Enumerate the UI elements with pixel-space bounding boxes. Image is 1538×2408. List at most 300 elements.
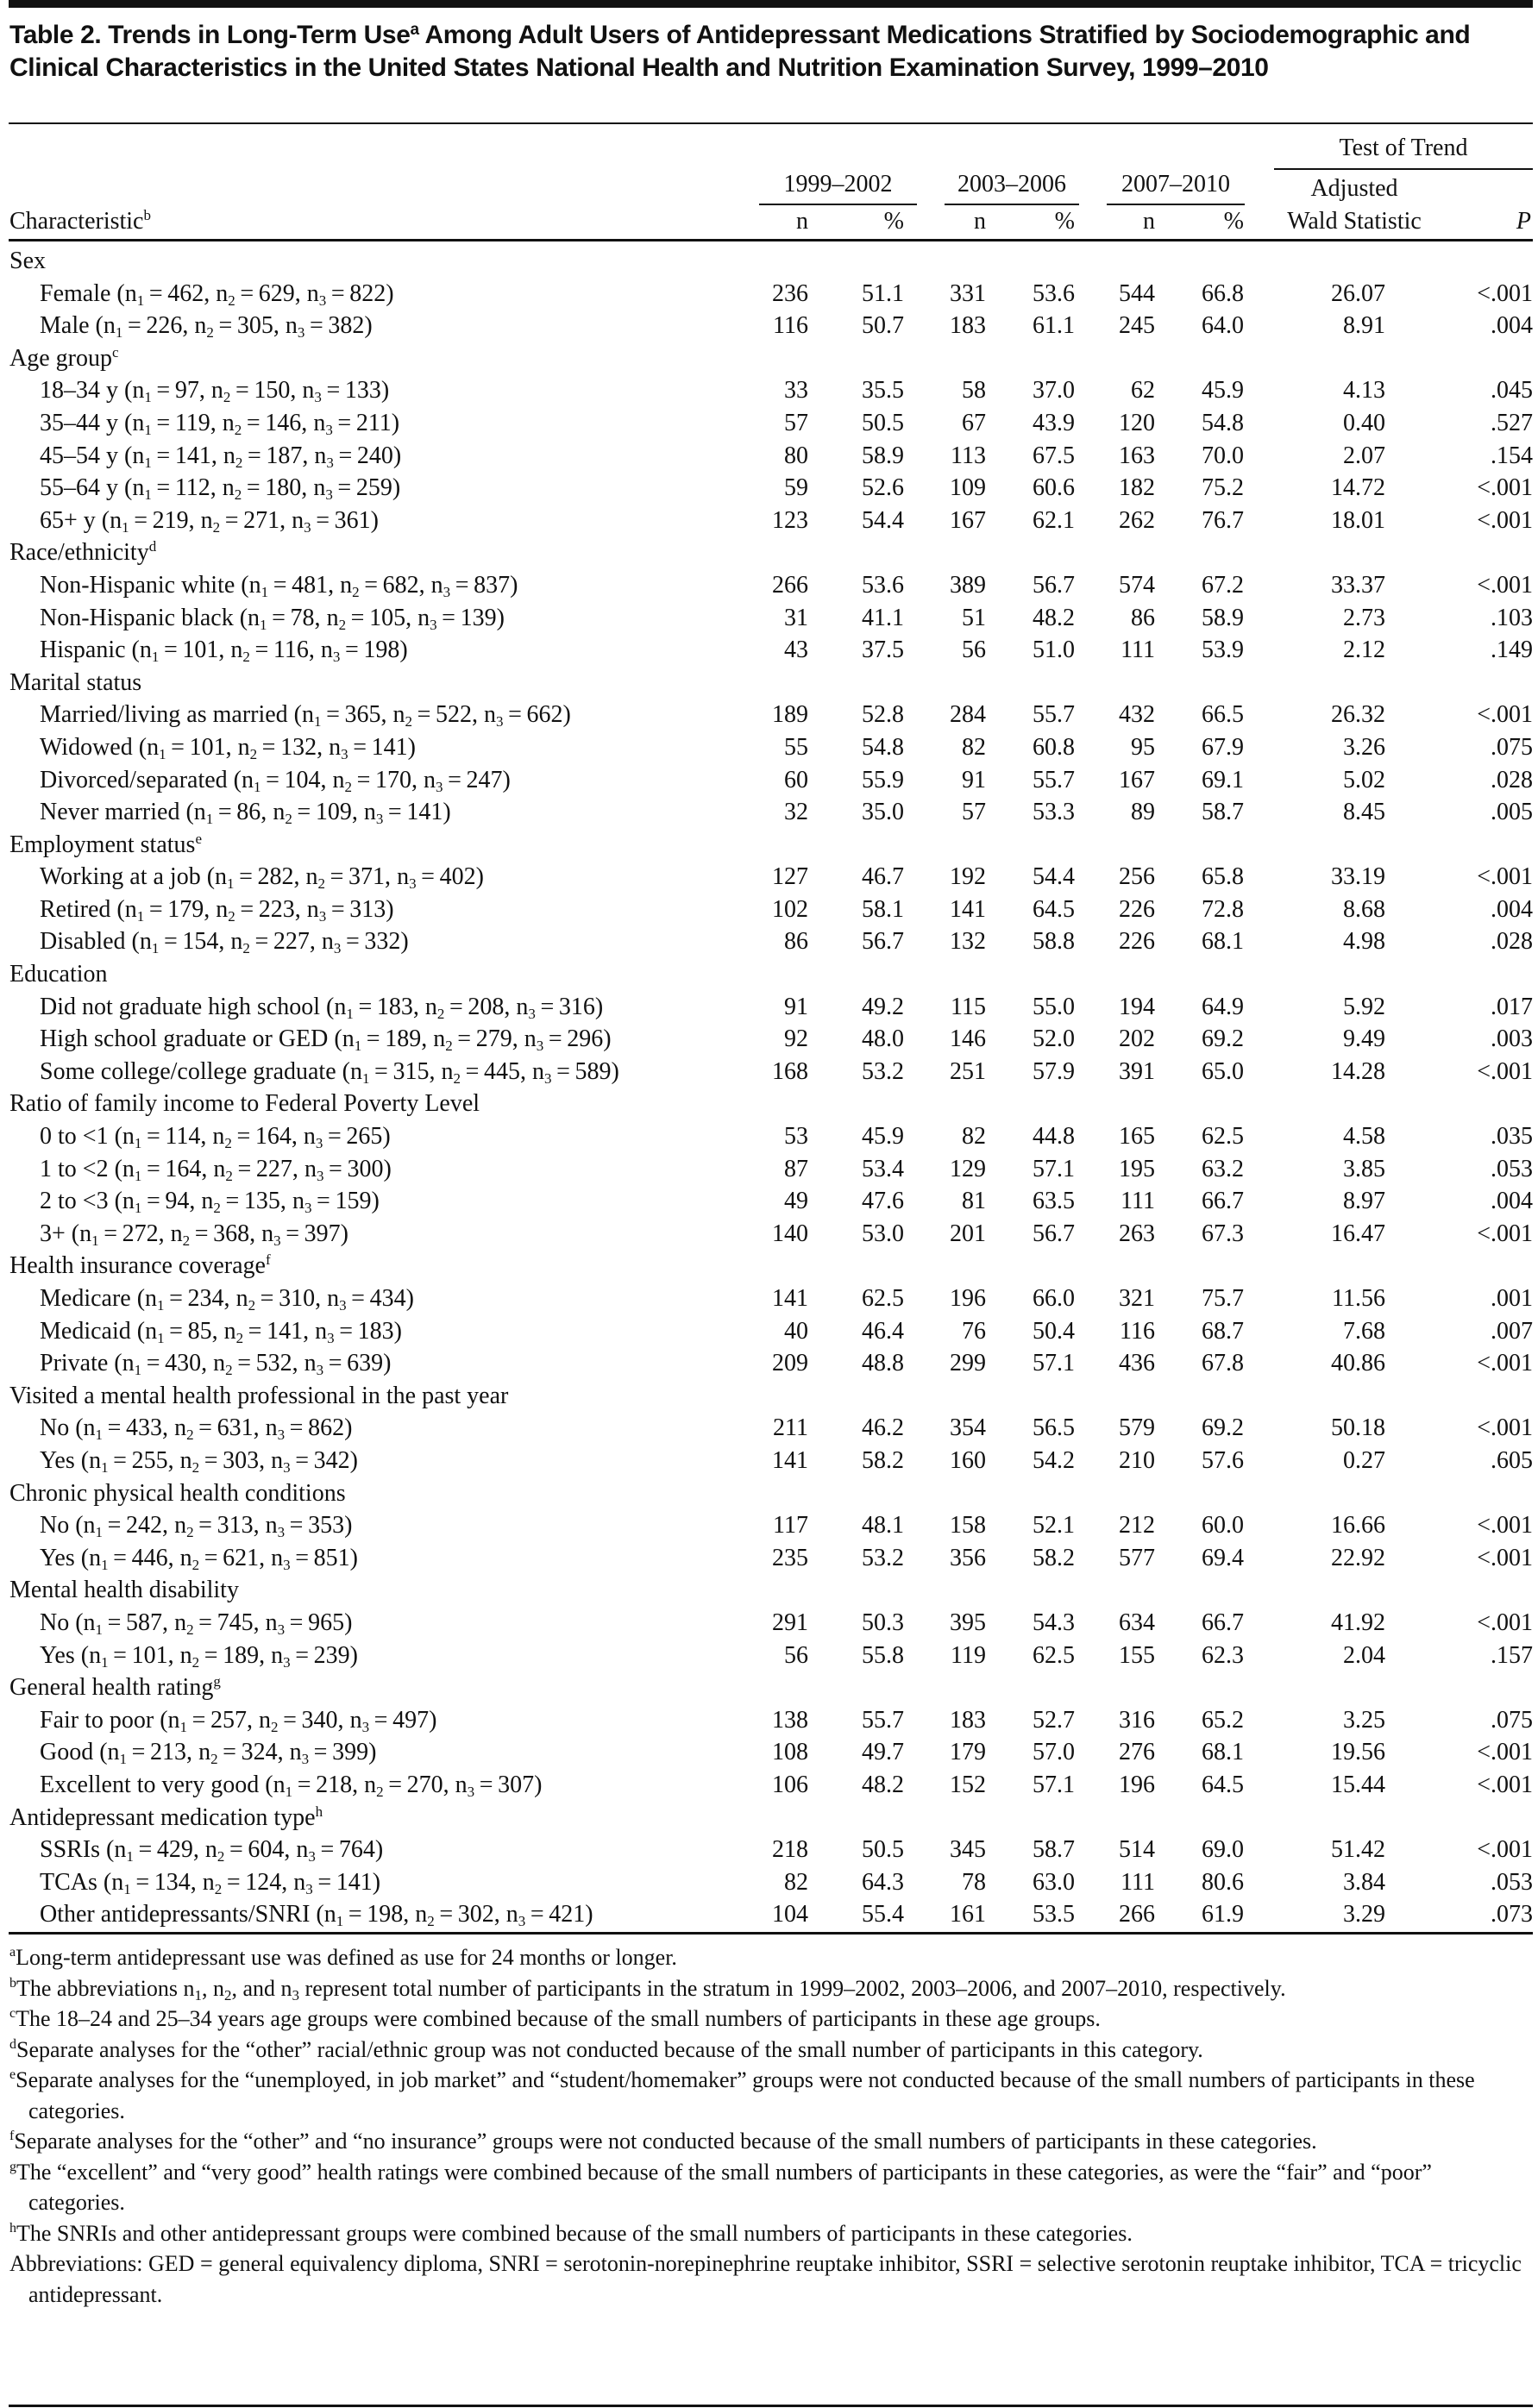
subscript: 2 bbox=[224, 1135, 232, 1152]
cell-pct-1999-2002: 58.9 bbox=[862, 442, 904, 469]
group-heading-row bbox=[0, 1671, 1538, 1704]
group-label bbox=[9, 829, 202, 862]
cell-n-2007-2010: 89 bbox=[1131, 799, 1155, 826]
cell-pct-1999-2002: 37.5 bbox=[862, 636, 904, 664]
footnote-mark: c bbox=[111, 343, 119, 361]
subscript: 2 bbox=[234, 486, 242, 504]
cell-p-value: .028 bbox=[1491, 928, 1533, 956]
row-label: Good ($n_1 = 213$, $n_2 = 324$, $n_3 = 399$) bbox=[40, 1739, 377, 1768]
cell-pct-1999-2002: 46.2 bbox=[862, 1414, 904, 1442]
subscript: 2 bbox=[352, 583, 360, 600]
cell-pct-1999-2002: 55.9 bbox=[862, 766, 904, 793]
cell-n-2003-2006: 167 bbox=[950, 506, 986, 534]
cell-pct-1999-2002: 49.7 bbox=[862, 1739, 904, 1766]
cell-pct-2003-2006: 48.2 bbox=[1033, 604, 1075, 631]
cell-wald-statistic: 2.12 bbox=[1343, 636, 1385, 664]
cell-pct-1999-2002: 56.7 bbox=[862, 928, 904, 956]
cell-wald-statistic: 7.68 bbox=[1343, 1317, 1385, 1345]
cell-n-2007-2010: 212 bbox=[1119, 1512, 1155, 1539]
cell-n-1999-2002: 43 bbox=[784, 636, 808, 664]
header-period-1: 1999–2002 bbox=[783, 171, 893, 198]
cell-wald-statistic: 3.29 bbox=[1343, 1901, 1385, 1928]
table-row bbox=[0, 1282, 1538, 1315]
header-pct-3: % bbox=[1223, 208, 1244, 235]
table-row bbox=[0, 1769, 1538, 1802]
subscript: 1 bbox=[95, 1427, 104, 1444]
table-row bbox=[0, 796, 1538, 829]
cell-pct-2003-2006: 50.4 bbox=[1033, 1317, 1075, 1345]
subscript: 1 bbox=[261, 583, 269, 600]
group-heading-row bbox=[0, 342, 1538, 375]
row-label: Yes ($n_1 = 101$, $n_2 = 189$, $n_3 = 239$) bbox=[40, 1641, 358, 1671]
cell-n-1999-2002: 209 bbox=[772, 1350, 808, 1377]
cell-p-value: .103 bbox=[1491, 604, 1533, 631]
subscript: 3 bbox=[536, 1038, 544, 1055]
subscript: 2 bbox=[210, 1751, 218, 1768]
cell-p-value: .075 bbox=[1491, 733, 1533, 761]
cell-pct-2003-2006: 57.1 bbox=[1033, 1771, 1075, 1798]
group-heading-row bbox=[0, 667, 1538, 699]
row-label: High school graduate or GED ($n_1 = 189$, $n_2 = 279$, $n_3 = 296$) bbox=[40, 1025, 612, 1055]
cell-n-1999-2002: 92 bbox=[784, 1025, 808, 1053]
cell-pct-2007-2010: 65.8 bbox=[1202, 863, 1244, 891]
cell-n-2007-2010: 163 bbox=[1119, 442, 1155, 469]
subscript: 2 bbox=[214, 1880, 223, 1897]
table-row bbox=[0, 310, 1538, 342]
subscript: 1 bbox=[122, 518, 129, 536]
cell-pct-1999-2002: 58.2 bbox=[862, 1446, 904, 1474]
cell-wald-statistic: 26.32 bbox=[1331, 701, 1385, 729]
cell-n-2003-2006: 82 bbox=[962, 1123, 986, 1151]
cell-pct-2007-2010: 53.9 bbox=[1202, 636, 1244, 664]
table-row bbox=[0, 925, 1538, 958]
cell-wald-statistic: 5.02 bbox=[1343, 766, 1385, 793]
row-label: Yes ($n_1 = 446$, $n_2 = 621$, $n_3 = 851$) bbox=[40, 1544, 358, 1573]
cell-n-2003-2006: 56 bbox=[962, 636, 986, 664]
cell-p-value: <.001 bbox=[1477, 863, 1533, 891]
subscript: 3 bbox=[292, 1986, 300, 2004]
cell-pct-2007-2010: 69.2 bbox=[1202, 1414, 1244, 1442]
cell-n-2003-2006: 132 bbox=[950, 928, 986, 956]
cell-pct-1999-2002: 45.9 bbox=[862, 1123, 904, 1151]
subscript: 2 bbox=[228, 292, 235, 309]
cell-pct-1999-2002: 64.3 bbox=[862, 1868, 904, 1896]
subscript: 3 bbox=[315, 1135, 323, 1152]
cell-n-2007-2010: 111 bbox=[1121, 1188, 1155, 1215]
cell-pct-2007-2010: 66.7 bbox=[1202, 1608, 1244, 1636]
cell-pct-2003-2006: 66.0 bbox=[1033, 1285, 1075, 1312]
table-row bbox=[0, 278, 1538, 310]
table-row bbox=[0, 1056, 1538, 1088]
subscript: 1 bbox=[354, 1038, 362, 1055]
group-label-text: Antidepressant medication type bbox=[9, 1803, 316, 1831]
cell-n-2007-2010: 226 bbox=[1119, 895, 1155, 923]
subscript: 1 bbox=[91, 1232, 99, 1249]
subscript: 1 bbox=[157, 1297, 165, 1314]
cell-pct-2007-2010: 58.7 bbox=[1202, 799, 1244, 826]
table-row bbox=[0, 1185, 1538, 1218]
subscript: 1 bbox=[115, 324, 123, 342]
row-label: Private ($n_1 = 430$, $n_2 = 532$, $n_3 = 639$) bbox=[40, 1350, 392, 1379]
cell-n-2003-2006: 57 bbox=[962, 799, 986, 826]
subscript: 1 bbox=[151, 940, 160, 957]
table-row bbox=[0, 440, 1538, 473]
subscript: 1 bbox=[346, 1005, 354, 1022]
cell-pct-2007-2010: 69.1 bbox=[1202, 766, 1244, 793]
title-text: Table 2. Trends in Long-Term Use bbox=[9, 21, 411, 49]
table-bottom-rule bbox=[9, 1932, 1533, 1935]
cell-wald-statistic: 3.26 bbox=[1343, 733, 1385, 761]
subscript: 1 bbox=[205, 811, 214, 828]
cell-n-2003-2006: 183 bbox=[950, 1706, 986, 1734]
cell-p-value: .017 bbox=[1491, 993, 1533, 1020]
cell-pct-1999-2002: 48.2 bbox=[862, 1771, 904, 1798]
group-label-text: Age group bbox=[9, 344, 112, 372]
title-footnote-mark: a bbox=[410, 21, 419, 39]
cell-pct-2003-2006: 64.5 bbox=[1033, 895, 1075, 923]
cell-n-2007-2010: 276 bbox=[1119, 1739, 1155, 1766]
cell-pct-2007-2010: 67.2 bbox=[1202, 571, 1244, 599]
subscript: 1 bbox=[227, 875, 235, 893]
footnote: $^g$The “excellent” and “very good” health ratings were combined because of the small numbers of participants in these categories, as were the “fair” and “poor” categories. bbox=[9, 2159, 1432, 2215]
cell-wald-statistic: 22.92 bbox=[1331, 1544, 1385, 1571]
group-label-text: Health insurance coverage bbox=[9, 1252, 266, 1280]
cell-n-2007-2010: 86 bbox=[1131, 604, 1155, 631]
header-pct-2: % bbox=[1054, 208, 1075, 235]
cell-wald-statistic: 2.07 bbox=[1343, 442, 1385, 469]
subscript: 2 bbox=[182, 1232, 191, 1249]
cell-n-2003-2006: 119 bbox=[951, 1641, 986, 1669]
cell-n-2007-2010: 111 bbox=[1121, 1868, 1155, 1896]
subscript: 2 bbox=[453, 1069, 461, 1087]
cell-pct-1999-2002: 50.3 bbox=[862, 1608, 904, 1636]
footnote-mark: a bbox=[9, 1945, 16, 1960]
cell-pct-1999-2002: 35.0 bbox=[862, 799, 904, 826]
header-period-3: 2007–2010 bbox=[1121, 171, 1230, 198]
group-heading-row bbox=[0, 1250, 1538, 1282]
header-characteristic bbox=[9, 207, 151, 236]
footnote-mark: h bbox=[9, 2220, 16, 2236]
row-label: Married/living as married ($n_1 = 365$, $n_2 = 522$, $n_3 = 662$) bbox=[40, 701, 571, 731]
subscript: 3 bbox=[297, 324, 305, 342]
cell-n-1999-2002: 104 bbox=[772, 1901, 808, 1928]
subscript: 3 bbox=[277, 1427, 286, 1444]
subscript: 1 bbox=[134, 1167, 142, 1184]
cell-n-2003-2006: 152 bbox=[950, 1771, 986, 1798]
group-heading-row bbox=[0, 1088, 1538, 1120]
cell-pct-1999-2002: 48.8 bbox=[862, 1350, 904, 1377]
cell-pct-2007-2010: 57.6 bbox=[1202, 1446, 1244, 1474]
subscript: 3 bbox=[301, 1751, 310, 1768]
cell-n-2003-2006: 284 bbox=[950, 701, 986, 729]
subscript: 1 bbox=[134, 1135, 142, 1152]
subscript: 3 bbox=[318, 907, 327, 925]
group-heading-row bbox=[0, 536, 1538, 569]
cell-n-2007-2010: 574 bbox=[1119, 571, 1155, 599]
cell-pct-2007-2010: 65.0 bbox=[1202, 1057, 1244, 1085]
cell-pct-2007-2010: 66.7 bbox=[1202, 1188, 1244, 1215]
cell-n-2007-2010: 262 bbox=[1119, 506, 1155, 534]
header-period-2: 2003–2006 bbox=[957, 171, 1066, 198]
subscript: 2 bbox=[235, 1329, 244, 1346]
footnote: $^e$Separate analyses for the “unemployed, in job market” and “student/homemaker” groups were not conducted because of the small numbers of participants in these categories. bbox=[9, 2067, 1475, 2123]
cell-p-value: .053 bbox=[1491, 1868, 1533, 1896]
cell-wald-statistic: 8.68 bbox=[1343, 895, 1385, 923]
subscript: 3 bbox=[333, 940, 342, 957]
cell-n-2003-2006: 78 bbox=[962, 1868, 986, 1896]
table-row bbox=[0, 505, 1538, 537]
cell-pct-2003-2006: 58.2 bbox=[1033, 1544, 1075, 1571]
cell-pct-1999-2002: 47.6 bbox=[862, 1188, 904, 1215]
footnote: $^a$Long-term antidepressant use was defined as use for 24 months or longer. bbox=[9, 1945, 677, 1970]
row-label: 65+ y ($n_1 = 219$, $n_2 = 271$, $n_3 = 361$) bbox=[40, 506, 379, 536]
cell-p-value: .605 bbox=[1491, 1446, 1533, 1474]
subscript: 2 bbox=[228, 907, 235, 925]
cell-pct-2007-2010: 62.3 bbox=[1202, 1641, 1244, 1669]
cell-p-value: .154 bbox=[1491, 442, 1533, 469]
cell-n-1999-2002: 31 bbox=[784, 604, 808, 631]
title-rule bbox=[9, 122, 1533, 124]
group-label bbox=[9, 536, 156, 569]
cell-n-2007-2010: 226 bbox=[1119, 928, 1155, 956]
row-label: Disabled ($n_1 = 154$, $n_2 = 227$, $n_3 = 332$) bbox=[40, 928, 409, 957]
cell-n-2007-2010: 202 bbox=[1119, 1025, 1155, 1053]
row-label: Female ($n_1 = 462$, $n_2 = 629$, $n_3 = 822$) bbox=[40, 279, 394, 309]
subscript: 3 bbox=[339, 1297, 347, 1314]
cell-wald-statistic: 19.56 bbox=[1331, 1739, 1385, 1766]
cell-n-2007-2010: 432 bbox=[1119, 701, 1155, 729]
row-label: Non-Hispanic white ($n_1 = 481$, $n_2 = 682$, $n_3 = 837$) bbox=[40, 571, 518, 600]
group-label bbox=[9, 245, 46, 278]
cell-n-2003-2006: 141 bbox=[950, 895, 986, 923]
group-label bbox=[9, 1380, 508, 1413]
cell-n-1999-2002: 60 bbox=[784, 766, 808, 793]
subscript: 1 bbox=[144, 454, 152, 471]
subscript: 3 bbox=[327, 1329, 335, 1346]
cell-wald-statistic: 33.37 bbox=[1331, 571, 1385, 599]
group-label bbox=[9, 958, 108, 991]
cell-p-value: .035 bbox=[1491, 1123, 1533, 1151]
subscript: 3 bbox=[528, 1005, 536, 1022]
subscript: 2 bbox=[186, 1524, 194, 1541]
cell-n-2007-2010: 316 bbox=[1119, 1706, 1155, 1734]
subscript: 2 bbox=[191, 1653, 200, 1671]
footnote: $^h$The SNRIs and other antidepressant groups were combined because of the small numbers of participants in these categories. bbox=[9, 2220, 1133, 2246]
cell-wald-statistic: 4.98 bbox=[1343, 928, 1385, 956]
subscript: 2 bbox=[223, 389, 231, 406]
cell-n-2007-2010: 155 bbox=[1119, 1641, 1155, 1669]
cell-wald-statistic: 40.86 bbox=[1331, 1350, 1385, 1377]
table-row bbox=[0, 1120, 1538, 1153]
cell-p-value: .007 bbox=[1491, 1317, 1533, 1345]
group-label bbox=[9, 1802, 323, 1834]
cell-pct-2007-2010: 75.2 bbox=[1202, 474, 1244, 502]
subscript: 1 bbox=[194, 1986, 202, 2004]
cell-n-2007-2010: 514 bbox=[1119, 1836, 1155, 1864]
group-label-text: Employment status bbox=[9, 831, 196, 858]
table-row bbox=[0, 1218, 1538, 1251]
subscript: 2 bbox=[317, 875, 326, 893]
cell-n-1999-2002: 40 bbox=[784, 1317, 808, 1345]
group-label-text: Chronic physical health conditions bbox=[9, 1479, 346, 1507]
cell-pct-1999-2002: 52.6 bbox=[862, 474, 904, 502]
cell-pct-1999-2002: 54.8 bbox=[862, 733, 904, 761]
row-label: Retired ($n_1 = 179$, $n_2 = 223$, $n_3 = 313$) bbox=[40, 895, 394, 925]
cell-n-1999-2002: 106 bbox=[772, 1771, 808, 1798]
header-wald-statistic: Wald Statistic bbox=[1287, 208, 1422, 235]
footnote-mark: e bbox=[195, 830, 202, 847]
subscript: 3 bbox=[273, 1232, 281, 1249]
subscript: 3 bbox=[283, 1653, 291, 1671]
cell-n-2007-2010: 196 bbox=[1119, 1771, 1155, 1798]
table-row bbox=[0, 731, 1538, 764]
subscript: 1 bbox=[95, 1524, 104, 1541]
cell-n-1999-2002: 117 bbox=[773, 1512, 808, 1539]
table-row bbox=[0, 1607, 1538, 1640]
subscript: 2 bbox=[242, 649, 250, 666]
row-label: Non-Hispanic black ($n_1 = 78$, $n_2 = 105$, $n_3 = 139$) bbox=[40, 604, 505, 633]
group-label bbox=[9, 342, 119, 375]
cell-pct-1999-2002: 46.4 bbox=[862, 1317, 904, 1345]
cell-n-2007-2010: 436 bbox=[1119, 1350, 1155, 1377]
table-row bbox=[0, 1542, 1538, 1575]
cell-pct-1999-2002: 53.4 bbox=[862, 1155, 904, 1182]
cell-pct-1999-2002: 53.2 bbox=[862, 1544, 904, 1571]
subscript: 2 bbox=[234, 421, 242, 438]
cell-pct-2003-2006: 56.7 bbox=[1033, 1220, 1075, 1247]
cell-p-value: .075 bbox=[1491, 1706, 1533, 1734]
cell-pct-2003-2006: 52.0 bbox=[1033, 1025, 1075, 1053]
subscript: 2 bbox=[376, 1783, 384, 1800]
cell-p-value: .149 bbox=[1491, 636, 1533, 664]
subscript: 1 bbox=[144, 486, 152, 504]
row-label: No ($n_1 = 587$, $n_2 = 745$, $n_3 = 965$) bbox=[40, 1608, 353, 1638]
cell-pct-1999-2002: 48.0 bbox=[862, 1025, 904, 1053]
subscript: 3 bbox=[361, 1718, 370, 1735]
footnote: Abbreviations: GED = general equivalency diploma, SNRI = serotonin-norepinephrine reuptake inhibitor, SSRI = selective serotonin reuptake inhibitor, TCA = tricyclic antidepressant. bbox=[9, 2251, 1522, 2307]
table-row bbox=[0, 407, 1538, 440]
cell-n-1999-2002: 127 bbox=[772, 863, 808, 891]
cell-pct-1999-2002: 62.5 bbox=[862, 1285, 904, 1312]
cell-pct-2003-2006: 53.5 bbox=[1033, 1901, 1075, 1928]
table-row bbox=[0, 1445, 1538, 1477]
cell-p-value: .001 bbox=[1491, 1285, 1533, 1312]
cell-n-2003-2006: 115 bbox=[951, 993, 986, 1020]
cell-n-1999-2002: 86 bbox=[784, 928, 808, 956]
cell-pct-2003-2006: 63.0 bbox=[1033, 1868, 1075, 1896]
subscript: 2 bbox=[271, 1718, 279, 1735]
row-label: Divorced/separated ($n_1 = 104$, $n_2 = 170$, $n_3 = 247$) bbox=[40, 766, 511, 795]
cell-n-1999-2002: 82 bbox=[784, 1868, 808, 1896]
group-label-text: General health rating bbox=[9, 1674, 214, 1702]
subscript: 1 bbox=[123, 1880, 131, 1897]
cell-wald-statistic: 8.45 bbox=[1343, 799, 1385, 826]
cell-p-value: <.001 bbox=[1477, 1350, 1533, 1377]
cell-pct-2007-2010: 67.3 bbox=[1202, 1220, 1244, 1247]
subscript: 2 bbox=[242, 940, 250, 957]
table-row bbox=[0, 1640, 1538, 1672]
cell-n-1999-2002: 168 bbox=[772, 1057, 808, 1085]
header-test-of-trend: Test of Trend bbox=[1339, 135, 1468, 161]
cell-pct-1999-2002: 35.5 bbox=[862, 377, 904, 404]
cell-n-2003-2006: 58 bbox=[962, 377, 986, 404]
cell-pct-2007-2010: 64.5 bbox=[1202, 1771, 1244, 1798]
group-label-text: Education bbox=[9, 961, 108, 988]
group-heading-row bbox=[0, 958, 1538, 991]
cell-n-2003-2006: 146 bbox=[950, 1025, 986, 1053]
cell-p-value: .045 bbox=[1491, 377, 1533, 404]
cell-n-2007-2010: 120 bbox=[1119, 409, 1155, 436]
cell-pct-2003-2006: 54.4 bbox=[1033, 863, 1075, 891]
footnote-mark: d bbox=[9, 2036, 16, 2052]
cell-pct-2007-2010: 65.2 bbox=[1202, 1706, 1244, 1734]
subscript: 3 bbox=[325, 486, 333, 504]
cell-pct-1999-2002: 55.8 bbox=[862, 1641, 904, 1669]
header-adjusted: Adjusted bbox=[1310, 175, 1398, 202]
table-row bbox=[0, 1866, 1538, 1899]
subscript: 3 bbox=[308, 1848, 316, 1866]
row-label: SSRIs ($n_1 = 429$, $n_2 = 604$, $n_3 = 764$) bbox=[40, 1836, 384, 1866]
cell-n-2003-2006: 76 bbox=[962, 1317, 986, 1345]
cell-pct-2007-2010: 62.5 bbox=[1202, 1123, 1244, 1151]
cell-pct-1999-2002: 49.2 bbox=[862, 993, 904, 1020]
cell-p-value: .028 bbox=[1491, 766, 1533, 793]
cell-n-2003-2006: 251 bbox=[950, 1057, 986, 1085]
subscript: 2 bbox=[285, 811, 292, 828]
group-label bbox=[9, 1574, 239, 1607]
cell-pct-1999-2002: 54.4 bbox=[862, 506, 904, 534]
cell-pct-2003-2006: 53.3 bbox=[1033, 799, 1075, 826]
cell-pct-2003-2006: 55.0 bbox=[1033, 993, 1075, 1020]
subscript: 3 bbox=[332, 649, 341, 666]
cell-n-2007-2010: 263 bbox=[1119, 1220, 1155, 1247]
group-heading-row bbox=[0, 829, 1538, 862]
subscript: 1 bbox=[260, 616, 267, 633]
cell-n-1999-2002: 49 bbox=[784, 1188, 808, 1215]
cell-pct-2003-2006: 57.1 bbox=[1033, 1155, 1075, 1182]
subscript: 1 bbox=[144, 389, 152, 406]
cell-p-value: <.001 bbox=[1477, 1836, 1533, 1864]
group-label-text: Marital status bbox=[9, 668, 142, 696]
footnote-mark: c bbox=[9, 2006, 16, 2021]
cell-n-2007-2010: 391 bbox=[1119, 1057, 1155, 1085]
cell-pct-2007-2010: 45.9 bbox=[1202, 377, 1244, 404]
cell-n-2003-2006: 183 bbox=[950, 312, 986, 340]
cell-p-value: .003 bbox=[1491, 1025, 1533, 1053]
cell-pct-2003-2006: 57.9 bbox=[1033, 1057, 1075, 1085]
cell-n-1999-2002: 236 bbox=[772, 279, 808, 307]
cell-n-2007-2010: 321 bbox=[1119, 1285, 1155, 1312]
cell-pct-2003-2006: 56.5 bbox=[1033, 1414, 1075, 1442]
row-label: 0 to <1 ($n_1 = 114$, $n_2 = 164$, $n_3 = 265$) bbox=[40, 1123, 391, 1152]
footnote-mark: g bbox=[213, 1673, 221, 1690]
cell-n-1999-2002: 140 bbox=[772, 1220, 808, 1247]
cell-pct-1999-2002: 53.2 bbox=[862, 1057, 904, 1085]
cell-p-value: <.001 bbox=[1477, 506, 1533, 534]
row-label: Some college/college graduate ($n_1 = 315$, $n_2 = 445$, $n_3 = 589$) bbox=[40, 1057, 619, 1087]
subscript: 3 bbox=[283, 1458, 291, 1476]
cell-p-value: <.001 bbox=[1477, 1771, 1533, 1798]
footnote-mark: d bbox=[148, 538, 157, 555]
cell-p-value: <.001 bbox=[1477, 701, 1533, 729]
cell-n-2003-2006: 160 bbox=[950, 1446, 986, 1474]
group-label bbox=[9, 1671, 221, 1704]
header-n-3: n bbox=[1143, 208, 1155, 235]
cell-n-2007-2010: 544 bbox=[1119, 279, 1155, 307]
cell-wald-statistic: 14.72 bbox=[1331, 474, 1385, 502]
group-label bbox=[9, 1477, 346, 1510]
cell-p-value: .053 bbox=[1491, 1155, 1533, 1182]
